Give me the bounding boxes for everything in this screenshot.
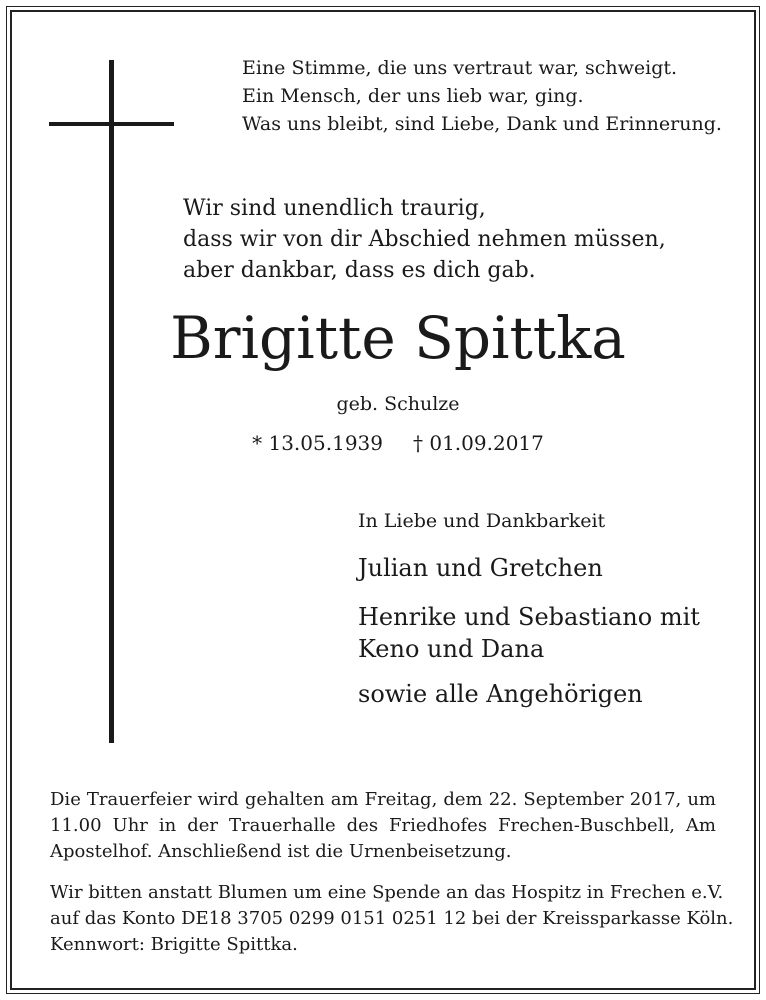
birth-name: geb. Schulze bbox=[336, 393, 460, 415]
intro-line: aber dankbar, dass es dich gab. bbox=[183, 258, 536, 283]
verse bbox=[242, 54, 722, 138]
deceased-name: Brigitte Spittka bbox=[170, 304, 626, 372]
life-dates bbox=[0, 429, 766, 457]
death-date: † 01.09.2017 bbox=[413, 431, 544, 455]
verse-line: Eine Stimme, die uns vertraut war, schweigt. bbox=[242, 57, 678, 79]
family-line: Henrike und Sebastiano mit bbox=[358, 603, 700, 631]
family-line: Julian und Gretchen bbox=[358, 554, 603, 582]
family-line: Keno und Dana bbox=[358, 635, 545, 663]
birth-date: * 13.05.1939 bbox=[252, 431, 383, 455]
intro-line: dass wir von dir Abschied nehmen müssen, bbox=[183, 227, 666, 252]
family-intro: In Liebe und Dankbarkeit bbox=[358, 510, 606, 532]
donation-line: auf das Konto DE18 3705 0299 0151 0251 12 bei der Kreissparkasse Köln. bbox=[50, 908, 734, 929]
verse-line: Was uns bleibt, sind Liebe, Dank und Erinnerung. bbox=[242, 113, 722, 135]
intro-line: Wir sind unendlich traurig, bbox=[183, 196, 486, 221]
service-notice: Die Trauerfeier wird gehalten am Freitag, dem 22. September 2017, um 11.00 Uhr in der Trauerhalle des Friedhofes Frechen-Buschbell, Am Apostelhof. Anschließend ist die Urnenbeisetzung. bbox=[50, 789, 716, 862]
donation-line: Kennwort: Brigitte Spittka. bbox=[50, 934, 298, 955]
verse-line: Ein Mensch, der uns lieb war, ging. bbox=[242, 85, 584, 107]
family-line: sowie alle Angehörigen bbox=[358, 680, 643, 708]
donation-line: Wir bitten anstatt Blumen um eine Spende an das Hospitz in Frechen e.V. bbox=[50, 882, 724, 903]
intro-text bbox=[183, 193, 666, 286]
donation-notice bbox=[50, 880, 734, 958]
cross-bar bbox=[49, 122, 174, 126]
family-block bbox=[358, 507, 700, 710]
